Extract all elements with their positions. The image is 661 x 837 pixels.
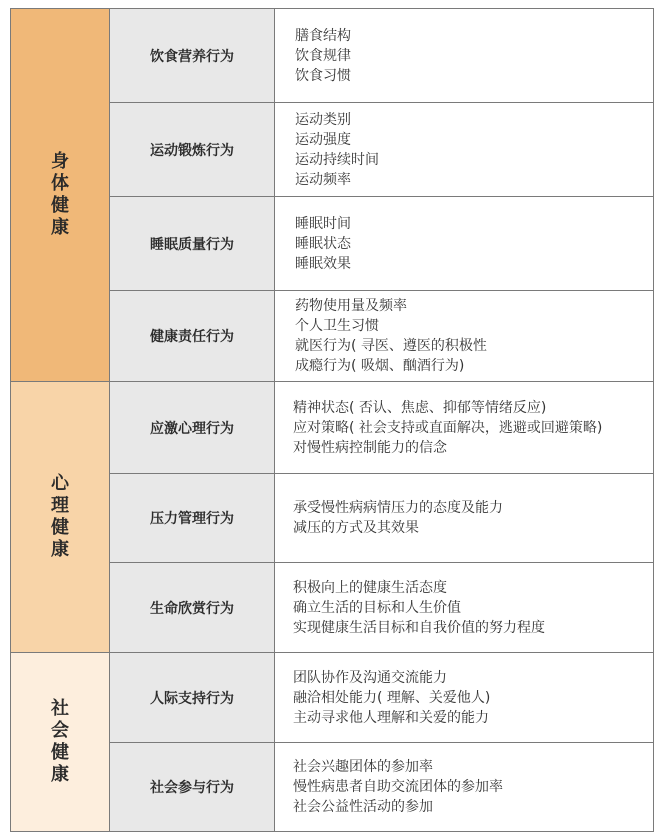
category-label: 身体健康 (51, 151, 69, 238)
list-item: 就医行为( 寻医、遵医的积极性 (295, 338, 487, 354)
list-item: 个人卫生习惯 (295, 318, 379, 334)
behavior-cell: 饮食营养行为 (110, 9, 275, 103)
behavior-cell: 应激心理行为 (110, 382, 275, 474)
items-cell (275, 653, 654, 743)
behavior-cell: 运动锻炼行为 (110, 103, 275, 197)
list-item: 运动持续时间 (295, 151, 379, 168)
list-item: 团队协作及沟通交流能力 (293, 669, 447, 686)
behavior-cell: 生命欣赏行为 (110, 563, 275, 653)
list-item: 减压的方式及其效果 (293, 520, 419, 536)
list-item: 睡眠时间 (295, 215, 351, 232)
list-item: 运动频率 (295, 171, 351, 188)
items-cell (275, 9, 654, 103)
behavior-cell: 社会参与行为 (110, 743, 275, 832)
items-cell (275, 743, 654, 832)
list-item: 应对策略( 社会支持或直面解决，逃避或回避策略) (293, 419, 603, 436)
category-label: 心理健康 (51, 473, 69, 560)
list-item: 睡眠效果 (295, 255, 351, 272)
behavior-cell: 健康责任行为 (110, 291, 275, 382)
list-item: 运动类别 (295, 111, 351, 128)
behavior-cell: 人际支持行为 (110, 653, 275, 743)
category-physical-health (11, 9, 110, 382)
list-item: 成瘾行为( 吸烟、酗酒行为) (295, 358, 465, 374)
list-item: 确立生活的目标和人生价值 (293, 599, 461, 616)
list-item: 融洽相处能力( 理解、关爱他人) (293, 689, 491, 706)
category-label: 社会健康 (51, 698, 69, 785)
list-item: 饮食习惯 (295, 67, 351, 84)
category-mental-health (11, 382, 110, 653)
behavior-cell: 压力管理行为 (110, 474, 275, 563)
list-item: 主动寻求他人理解和关爱的能力 (293, 709, 489, 726)
list-item: 饮食规律 (295, 47, 351, 64)
list-item: 对慢性病控制能力的信念 (293, 439, 447, 456)
list-item: 承受慢性病病情压力的态度及能力 (293, 500, 503, 516)
health-behavior-table (10, 8, 654, 832)
category-social-health (11, 653, 110, 832)
list-item: 药物使用量及频率 (295, 298, 407, 314)
list-item: 睡眠状态 (295, 235, 351, 252)
items-cell (275, 474, 654, 563)
list-item: 膳食结构 (295, 27, 351, 44)
table-row (11, 9, 654, 103)
list-item: 社会公益性活动的参加 (293, 799, 433, 815)
list-item: 慢性病患者自助交流团体的参加率 (293, 779, 503, 795)
items-cell (275, 197, 654, 291)
list-item: 精神状态( 否认、焦虑、抑郁等情绪反应) (293, 399, 547, 416)
table-row (11, 382, 654, 474)
items-cell (275, 382, 654, 474)
list-item: 社会兴趣团体的参加率 (293, 759, 433, 775)
items-cell (275, 103, 654, 197)
list-item: 实现健康生活目标和自我价值的努力程度 (293, 619, 545, 636)
table-row (11, 653, 654, 743)
items-cell (275, 291, 654, 382)
list-item: 运动强度 (295, 131, 351, 148)
behavior-cell: 睡眠质量行为 (110, 197, 275, 291)
items-cell (275, 563, 654, 653)
list-item: 积极向上的健康生活态度 (293, 579, 447, 596)
